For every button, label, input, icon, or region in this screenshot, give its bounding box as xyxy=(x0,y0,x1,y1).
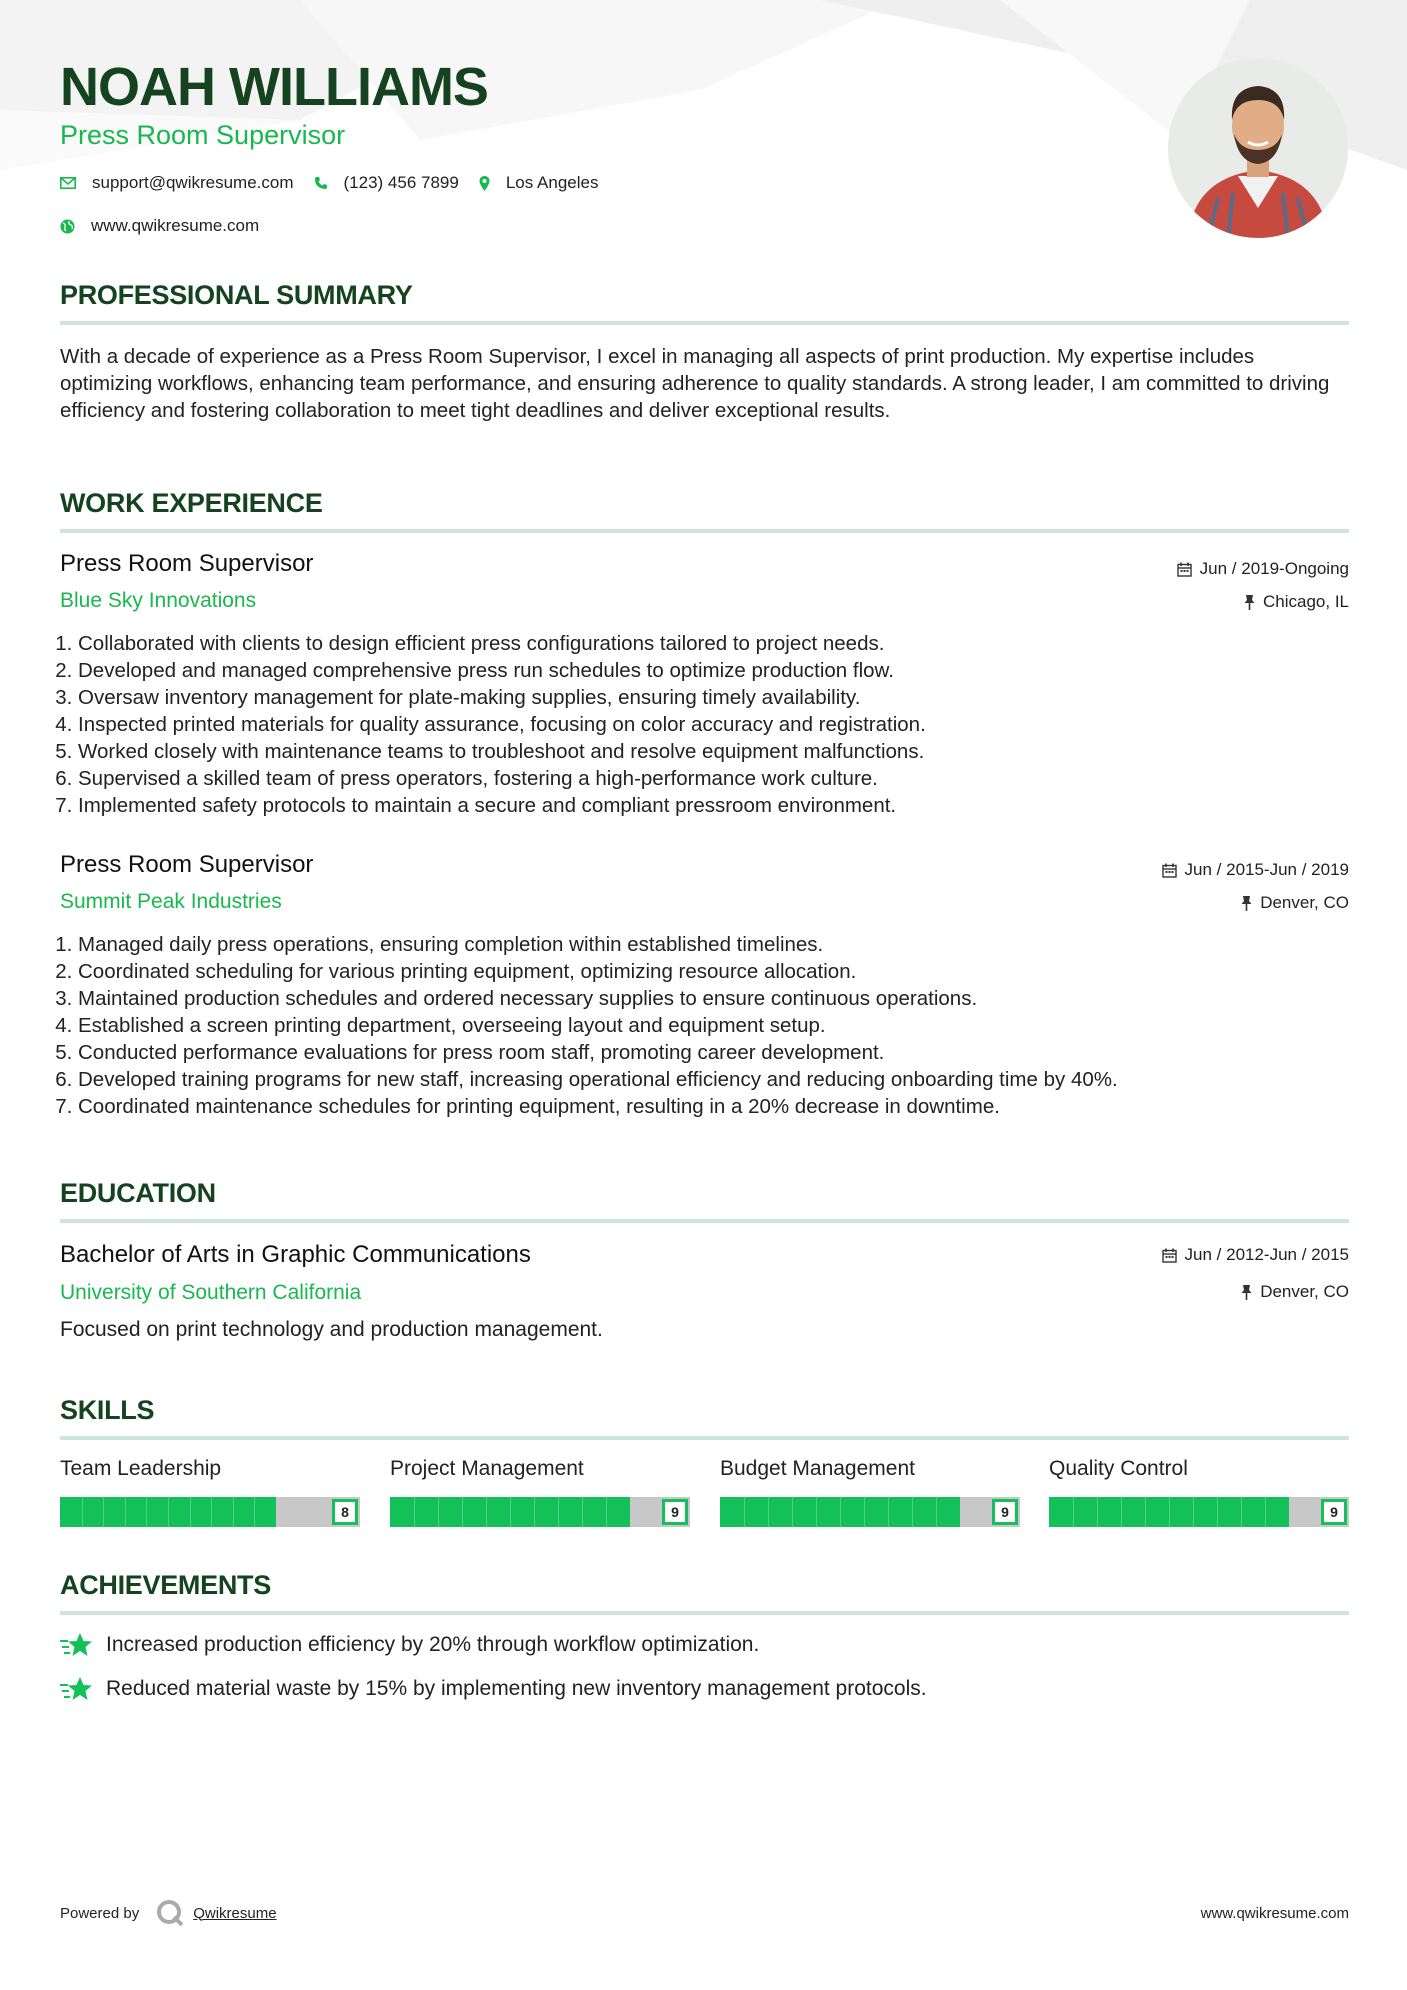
list-item: 6. Supervised a skilled team of press operators, fostering a high-performance work culture. xyxy=(78,765,1349,792)
calendar-icon xyxy=(1162,863,1177,878)
section-divider xyxy=(60,1219,1349,1223)
pushpin-icon xyxy=(1241,896,1252,911)
skill-bar-segment xyxy=(168,1497,169,1527)
candidate-name: NOAH WILLIAMS xyxy=(60,57,488,117)
skill-name: Project Management xyxy=(390,1457,584,1480)
qwikresume-logo-icon xyxy=(155,1898,185,1928)
skill-bar-segment xyxy=(486,1497,487,1527)
skill-item xyxy=(390,1457,690,1520)
job-location-text: Denver, CO xyxy=(1260,893,1349,912)
skill-bar xyxy=(60,1497,360,1527)
skill-bar-segment xyxy=(840,1497,841,1527)
section-divider xyxy=(60,1611,1349,1615)
education-location-text: Denver, CO xyxy=(1260,1282,1349,1301)
star-icon xyxy=(60,1676,92,1702)
location-text: Los Angeles xyxy=(505,173,599,192)
qwikresume-link[interactable]: Qwikresume xyxy=(193,1904,277,1922)
skill-bar-segment xyxy=(438,1497,439,1527)
skill-bar-segment xyxy=(190,1497,191,1527)
skill-bar-segment xyxy=(768,1497,769,1527)
skill-bar-segment xyxy=(792,1497,793,1527)
skill-bar-segment xyxy=(534,1497,535,1527)
summary-text: With a decade of experience as a Press Room Supervisor, I excel in managing all aspects of print production. My expertise includes optimizing workflows, enhancing team performance, and ensuring adherence to quality standards. A strong leader, I am committed to driving efficiency and fostering collaboration to meet tight deadlines and deliver exceptional results. xyxy=(60,345,1330,422)
skill-bar-fill xyxy=(390,1497,630,1527)
skill-name: Quality Control xyxy=(1049,1457,1188,1480)
degree-title: Bachelor of Arts in Graphic Communications xyxy=(60,1241,531,1268)
skill-bar-segment xyxy=(606,1497,607,1527)
skill-rating: 8 xyxy=(332,1499,358,1525)
section-divider xyxy=(60,321,1349,325)
pushpin-icon xyxy=(1244,595,1255,610)
list-item: 4. Inspected printed materials for quality assurance, focusing on color accuracy and registration. xyxy=(78,711,1349,738)
skill-bar-segment xyxy=(1121,1497,1122,1527)
skill-bar xyxy=(1049,1497,1349,1527)
powered-by-text: Powered by xyxy=(60,1904,140,1922)
contact-location xyxy=(479,173,599,193)
list-item: 6. Developed training programs for new staff, increasing operational efficiency and reducing onboarding time by 40%. xyxy=(78,1066,1349,1093)
skill-bar-segment xyxy=(1241,1497,1242,1527)
contact-row xyxy=(60,173,618,193)
email-text: support@qwikresume.com xyxy=(92,173,294,192)
list-item: 1. Managed daily press operations, ensuring completion within established timelines. xyxy=(78,931,1349,958)
skill-name: Budget Management xyxy=(720,1457,915,1480)
job-duties-list xyxy=(60,630,1349,819)
job-company: Blue Sky Innovations xyxy=(60,589,257,612)
list-item: 2. Coordinated scheduling for various printing equipment, optimizing resource allocation. xyxy=(78,958,1349,985)
job-location xyxy=(1244,592,1349,612)
skill-bar-segment xyxy=(864,1497,865,1527)
globe-icon xyxy=(60,219,75,234)
skill-bar-segment xyxy=(912,1497,913,1527)
education-section-header xyxy=(60,1178,1349,1223)
skill-bar-segment xyxy=(1145,1497,1146,1527)
skill-bar-segment xyxy=(1097,1497,1098,1527)
skill-name: Team Leadership xyxy=(60,1457,222,1480)
skill-item xyxy=(60,1457,360,1520)
education-location xyxy=(1241,1282,1349,1302)
section-divider xyxy=(60,529,1349,533)
website-text: www.qwikresume.com xyxy=(91,216,260,235)
experience-section-header xyxy=(60,488,1349,533)
job-dates-text: Jun / 2019-Ongoing xyxy=(1199,559,1349,578)
achievement-item xyxy=(60,1632,759,1658)
achievement-item xyxy=(60,1676,927,1702)
skill-bar-segment xyxy=(125,1497,126,1527)
skill-bar-segment xyxy=(233,1497,234,1527)
summary-heading: PROFESSIONAL SUMMARY xyxy=(60,280,413,310)
candidate-title: Press Room Supervisor xyxy=(60,120,346,150)
list-item: 3. Maintained production schedules and ordered necessary supplies to ensure continuous operations. xyxy=(78,985,1349,1012)
skill-bar-segment xyxy=(82,1497,83,1527)
skill-bar-fill xyxy=(60,1497,276,1527)
list-item: 7. Coordinated maintenance schedules for printing equipment, resulting in a 20% decrease in downtime. xyxy=(78,1093,1349,1120)
achievement-text: Reduced material waste by 15% by implementing new inventory management protocols. xyxy=(106,1677,927,1700)
skill-bar-segment xyxy=(582,1497,583,1527)
list-item: 1. Collaborated with clients to design efficient press configurations tailored to project needs. xyxy=(78,630,1349,657)
achievements-section-header xyxy=(60,1570,1349,1615)
list-item: 7. Implemented safety protocols to maintain a secure and compliant pressroom environment. xyxy=(78,792,1349,819)
skill-bar xyxy=(720,1497,1020,1527)
profile-photo xyxy=(1168,58,1348,238)
skill-item xyxy=(1049,1457,1349,1520)
skill-bar-segment xyxy=(936,1497,937,1527)
job-company: Summit Peak Industries xyxy=(60,890,282,913)
skill-bar-segment xyxy=(1217,1497,1218,1527)
skill-rating: 9 xyxy=(1321,1499,1347,1525)
list-item: 5. Conducted performance evaluations for press room staff, promoting career development. xyxy=(78,1039,1349,1066)
skill-bar-segment xyxy=(1265,1497,1266,1527)
job-duties-list xyxy=(60,931,1349,1120)
education-heading: EDUCATION xyxy=(60,1178,216,1208)
skill-bar-segment xyxy=(888,1497,889,1527)
skill-bar-segment xyxy=(510,1497,511,1527)
education-dates-text: Jun / 2012-Jun / 2015 xyxy=(1184,1245,1349,1264)
list-item: 5. Worked closely with maintenance teams to troubleshoot and resolve equipment malfunctions. xyxy=(78,738,1349,765)
job-title: Press Room Supervisor xyxy=(60,550,314,577)
star-icon xyxy=(60,1632,92,1658)
calendar-icon xyxy=(1162,1248,1177,1263)
job-dates xyxy=(1177,559,1349,579)
skill-bar-segment xyxy=(558,1497,559,1527)
skill-bar-segment xyxy=(146,1497,147,1527)
achievements-heading: ACHIEVEMENTS xyxy=(60,1570,271,1600)
envelope-icon xyxy=(60,177,76,189)
list-item: 4. Established a screen printing department, overseeing layout and equipment setup. xyxy=(78,1012,1349,1039)
skill-bar-segment xyxy=(816,1497,817,1527)
skill-bar-segment xyxy=(1073,1497,1074,1527)
map-pin-icon xyxy=(479,176,490,191)
skill-bar-segment xyxy=(211,1497,212,1527)
footer-powered-by xyxy=(60,1898,277,1928)
skill-bar-fill xyxy=(720,1497,960,1527)
list-item: 2. Developed and managed comprehensive press run schedules to optimize production flow. xyxy=(78,657,1349,684)
skills-section-header xyxy=(60,1395,1349,1440)
calendar-icon xyxy=(1177,562,1192,577)
job-title: Press Room Supervisor xyxy=(60,851,314,878)
skill-rating: 9 xyxy=(662,1499,688,1525)
skill-bar-fill xyxy=(1049,1497,1289,1527)
skills-heading: SKILLS xyxy=(60,1395,155,1425)
contact-row-2 xyxy=(60,216,279,236)
skill-bar-segment xyxy=(254,1497,255,1527)
phone-icon xyxy=(314,176,328,190)
experience-heading: WORK EXPERIENCE xyxy=(60,488,323,518)
job-location xyxy=(1241,893,1349,913)
summary-section-header xyxy=(60,280,1349,325)
skill-bar-segment xyxy=(103,1497,104,1527)
pushpin-icon xyxy=(1241,1285,1252,1300)
list-item: 3. Oversaw inventory management for plate-making supplies, ensuring timely availability. xyxy=(78,684,1349,711)
skill-bar-segment xyxy=(462,1497,463,1527)
section-divider xyxy=(60,1436,1349,1440)
education-dates xyxy=(1162,1245,1349,1265)
skill-item xyxy=(720,1457,1020,1520)
achievement-text: Increased production efficiency by 20% through workflow optimization. xyxy=(106,1633,760,1656)
skill-rating: 9 xyxy=(992,1499,1018,1525)
contact-website[interactable] xyxy=(60,216,259,236)
phone-text: (123) 456 7899 xyxy=(343,173,459,192)
contact-phone[interactable] xyxy=(314,173,459,193)
education-description: Focused on print technology and production management. xyxy=(60,1318,603,1341)
job-dates xyxy=(1162,860,1349,880)
skill-bar-segment xyxy=(414,1497,415,1527)
skill-bar xyxy=(390,1497,690,1527)
skill-bar-segment xyxy=(1193,1497,1194,1527)
skill-bar-segment xyxy=(744,1497,745,1527)
skill-bar-segment xyxy=(1169,1497,1170,1527)
contact-email[interactable] xyxy=(60,173,294,193)
footer-website[interactable]: www.qwikresume.com xyxy=(1200,1905,1349,1922)
job-location-text: Chicago, IL xyxy=(1263,592,1349,611)
school-name: University of Southern California xyxy=(60,1281,362,1304)
job-dates-text: Jun / 2015-Jun / 2019 xyxy=(1184,860,1349,879)
